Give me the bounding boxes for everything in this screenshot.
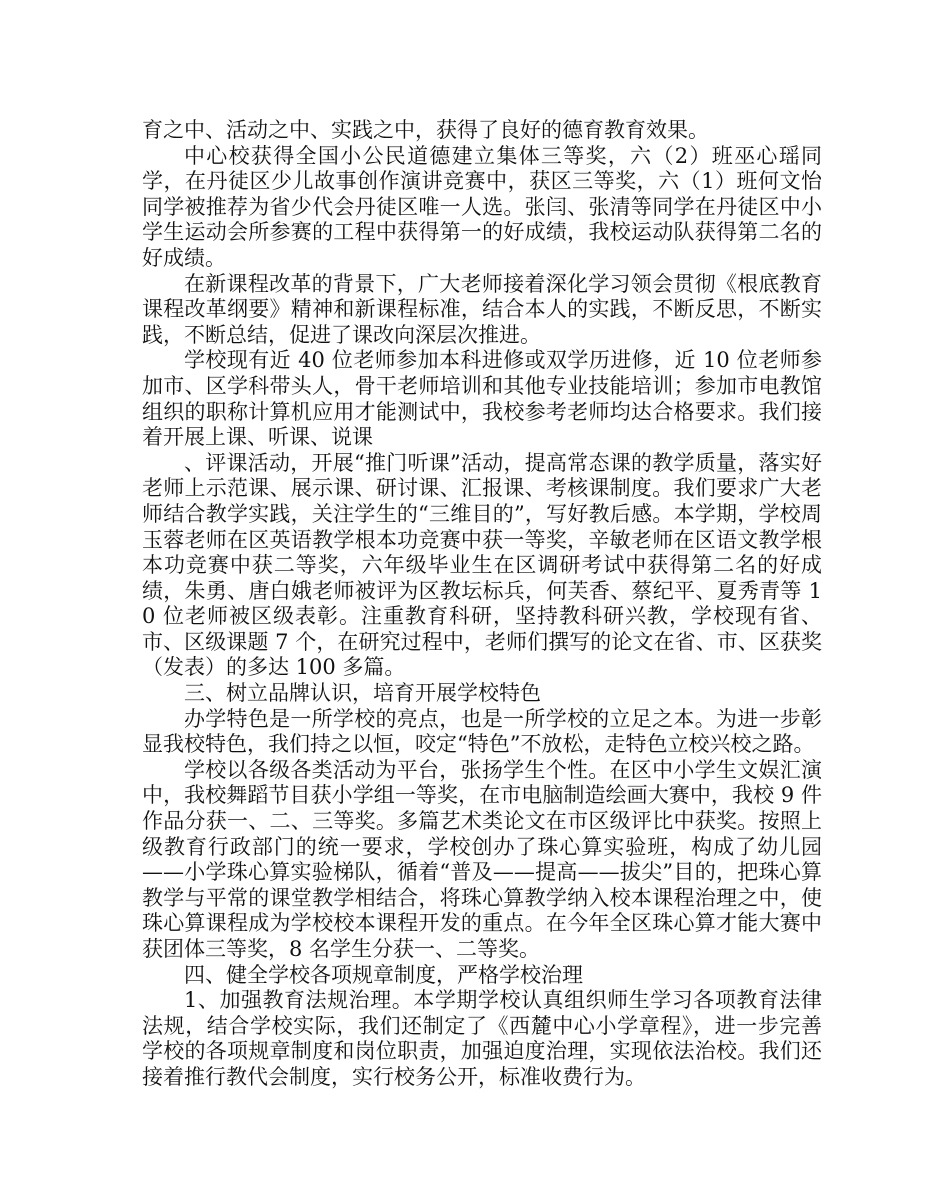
section-heading-4: 四、健全学校各项规章制度，严格学校治理	[184, 962, 583, 987]
paragraph-1: 育之中、活动之中、实践之中，获得了良好的德育教育效果。	[142, 118, 709, 142]
paragraph-5: 、评课活动，开展“推门听课”活动，提高常态课的教学质量，落实好老师上示范课、展示课、研讨课、汇报课、考核课制度。我们要求广大老师结合教学实践，关注学生的“三维目的”，写好教后感。本学期，学校周玉蓉老师在区英语教学根本功竞赛中获一等奖，辛敏老师在区语文教学根本功竞赛中获二等奖，六年级毕业生在区调研考试中获得第二名的好成绩，朱勇、唐白娥老师被评为区教坛标兵，何芙香、蔡纪平、夏秀青等 10 位老师被区级表彰。注重教育科研，坚持教科研兴教，学校现有省、市、区级课题 7 个，在研究过程中，老师们撰写的论文在省、市、区获奖（发表）的多达 100 多篇。	[142, 450, 822, 680]
paragraph-7: 办学特色是一所学校的亮点，也是一所学校的立足之本。为进一步彰显我校特色，我们持之以恒，咬定“特色”不放松，走特色立校兴校之路。	[142, 706, 822, 757]
paragraph-8: 学校以各级各类活动为平台，张扬学生个性。在区中小学生文娱汇演中，我校舞蹈节目获小学组一等奖，在市电脑制造绘画大赛中，我校 9 件作品分获一、二、三等奖。多篇艺术类论文在市区级评比中获奖。按照上级教育行政部门的统一要求，学校创办了珠心算实验班，构成了幼儿园——小学珠心算实验梯队，循着“普及——提高——拔尖”目的，把珠心算教学与平常的课堂教学相结合，将珠心算教学纳入校本课程治理之中，使珠心算课程成为学校校本课程开发的重点。在今年全区珠心算才能大赛中获团体三等奖，8 名学生分获一、二等奖。	[142, 757, 822, 961]
paragraph-2: 中心校获得全国小公民道德建立集体三等奖，六（2）班巫心瑶同学，在丹徒区少儿故事创作演讲竞赛中，获区三等奖，六（1）班何文怡同学被推荐为省少代会丹徒区唯一人选。张闫、张清等同学在丹徒区中小学生运动会所参赛的工程中获得第一的好成绩，我校运动队获得第二名的好成绩。	[142, 143, 822, 270]
document-body	[142, 118, 822, 1091]
paragraph-4: 学校现有近 40 位老师参加本科进修或双学历进修，近 10 位老师参加市、区学科带头人，骨干老师培训和其他专业技能培训；参加市电教馆组织的职称计算机应用才能测试中，我校参考老师均达合格要求。我们接着开展上课、听课、说课	[142, 348, 822, 450]
paragraph-3: 在新课程改革的背景下，广大老师接着深化学习领会贯彻《根底教育课程改革纲要》精神和新课程标准，结合本人的实践，不断反思，不断实践，不断总结，促进了课改向深层次推进。	[142, 271, 822, 347]
paragraph-10: 1、加强教育法规治理。本学期学校认真组织师生学习各项教育法律法规，结合学校实际，我们还制定了《西麓中心小学章程》，进一步完善学校的各项规章制度和岗位职责，加强迫度治理，实现依法治校。我们还接着推行教代会制度，实行校务公开，标准收费行为。	[142, 988, 822, 1089]
section-heading-3: 三、树立品牌认识，培育开展学校特色	[184, 681, 541, 706]
